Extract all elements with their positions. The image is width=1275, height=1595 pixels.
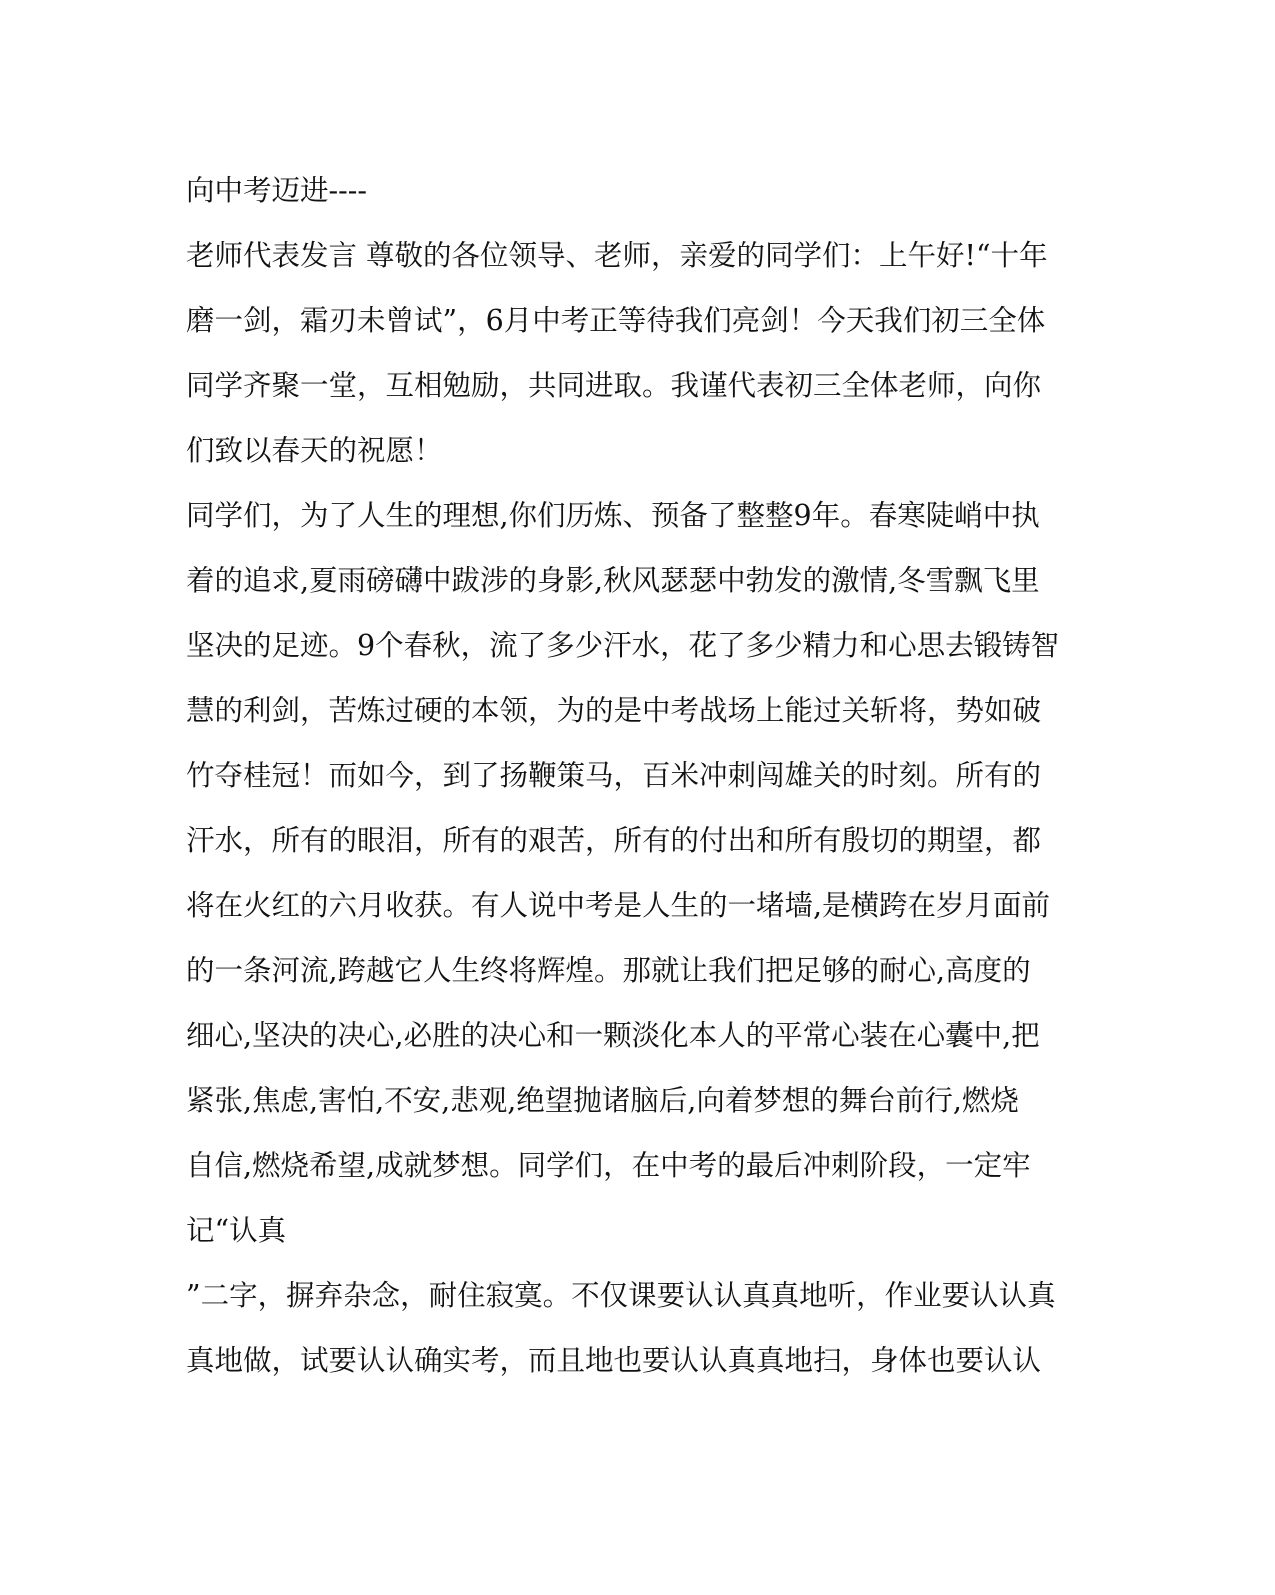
text-line: 记“认真 [186,1214,287,1247]
text-line: 汗水，所有的眼泪，所有的艰苦，所有的付出和所有殷切的期望，都 [186,824,1042,857]
text-line: 慧的利剑，苦炼过硬的本领，为的是中考战场上能过关斩将，势如破 [186,694,1042,727]
text-line: 坚决的足迹。9个春秋，流了多少汗水，花了多少精力和心思去锻铸智 [186,629,1060,662]
text-line: 同学齐聚一堂，互相勉励，共同进取。我谨代表初三全体老师，向你 [186,369,1042,402]
text-line: 磨一剑，霜刃未曾试”，6月中考正等待我们亮剑！今天我们初三全体 [186,304,1046,337]
text-line: 的一条河流,跨越它人生终将辉煌。那就让我们把足够的耐心,高度的 [186,954,1031,987]
text-line: 将在火红的六月收获。有人说中考是人生的一堵墙,是横跨在岁月面前 [186,889,1051,922]
text-line: 竹夺桂冠！而如今，到了扬鞭策马，百米冲刺闯雄关的时刻。所有的 [186,759,1042,792]
text-line: 细心,坚决的决心,必胜的决心和一颗淡化本人的平常心装在心囊中,把 [186,1019,1040,1052]
text-line: ”二字，摒弃杂念，耐住寂寞。不仅课要认认真真地听，作业要认认真 [186,1279,1056,1312]
text-line: 真地做，试要认认确实考，而且地也要认认真真地扫，身体也要认认 [186,1344,1042,1377]
text-line: 同学们，为了人生的理想,你们历炼、预备了整整9年。春寒陡峭中执 [186,499,1040,532]
text-line: 紧张,焦虑,害怕,不安,悲观,绝望抛诸脑后,向着梦想的舞台前行,燃烧 [186,1084,1019,1117]
text-line: 着的追求,夏雨磅礴中跋涉的身影,秋风瑟瑟中勃发的激情,冬雪飘飞里 [186,564,1040,597]
text-line: 老师代表发言 尊敬的各位领导、老师，亲爱的同学们：上午好!“十年 [186,239,1048,272]
heading-line: 向中考迈进---- [186,174,368,207]
text-line: 自信,燃烧希望,成就梦想。同学们，在中考的最后冲刺阶段，一定牢 [186,1149,1031,1182]
text-line: 们致以春天的祝愿！ [186,434,443,467]
speech-text [186,158,1066,1393]
